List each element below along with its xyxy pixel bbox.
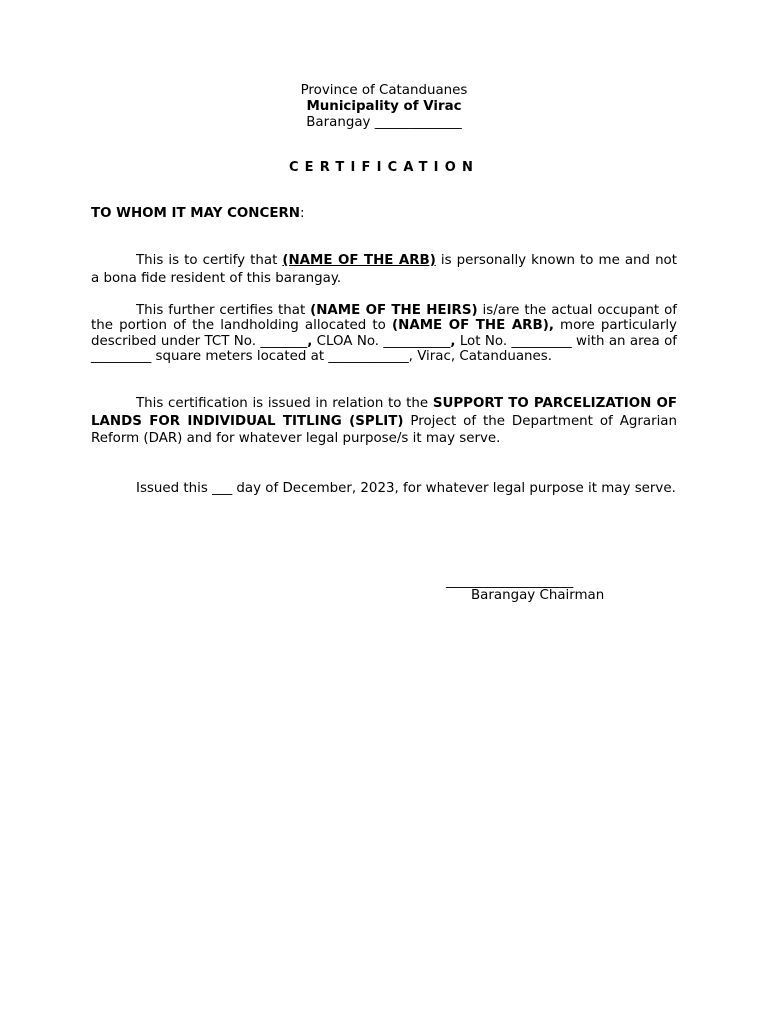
p2-text-b: is/are the actual occupant of the portion of the landholding allocated to: [91, 303, 677, 334]
paragraph-occupant: [91, 303, 677, 364]
salutation: [91, 206, 305, 221]
salutation-colon: :: [299, 206, 305, 221]
p2-text-a: This further certifies that: [136, 303, 311, 318]
p1-text-b: is personally known to me and not a bona fide resident of this barangay.: [91, 253, 678, 286]
barangay-line: Barangay _____________: [306, 115, 462, 130]
province-line: Province of Catanduanes: [300, 83, 468, 98]
p1-text-a: This is to certify that: [136, 253, 283, 268]
p3-text-a: This certification is issued in relation to the: [136, 396, 433, 411]
project-name: SUPPORT TO PARCELIZATION OF LANDS FOR INDIVIDUAL TITLING (SPLIT): [91, 396, 677, 429]
p2-text-d: CLOA No. __________: [312, 333, 451, 349]
signature-line: ___________________: [446, 574, 574, 589]
document-title: CERTIFICATION: [288, 160, 480, 175]
p2-text-c: more particularly described under TCT No. _______: [91, 318, 677, 349]
salutation-text: TO WHOM IT MAY CONCERN: [91, 206, 300, 221]
paragraph-purpose: [91, 395, 677, 448]
p3-text-b: Project of the Department of Agrarian Reform (DAR) and for whatever legal purpose/s it may serve.: [91, 413, 677, 446]
heirs-name-placeholder: (NAME OF THE HEIRS): [310, 303, 478, 318]
p2-comma-1: ,: [307, 333, 313, 349]
paragraph-issued: Issued this ___ day of December, 2023, for whatever legal purpose it may serve.: [136, 481, 676, 496]
letter-header: [0, 83, 768, 131]
p2-text-e: Lot No. _________ with an area of _________ square meters located at ____________, Virac, Catanduanes.: [91, 333, 677, 364]
arb-name-placeholder-2: (NAME OF THE ARB),: [392, 318, 554, 334]
paragraph-certify: [91, 252, 677, 287]
p2-comma-2: ,: [450, 333, 456, 349]
arb-name-placeholder: (NAME OF THE ARB): [282, 253, 436, 268]
municipality-line: Municipality of Virac: [306, 99, 462, 114]
signatory-title: Barangay Chairman: [471, 588, 605, 603]
